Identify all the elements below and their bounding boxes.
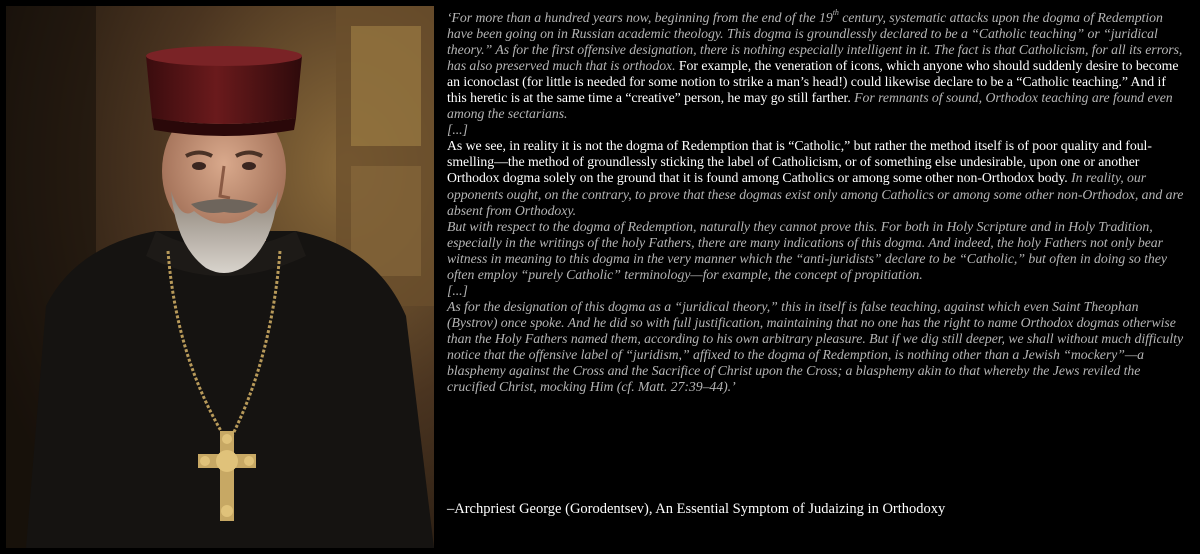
- quote-paragraph-3: But with respect to the dogma of Redemption, naturally they cannot prove this. For both in Holy Scripture and in Holy Tradition, especially in the writings of the holy Fathers, there are many indications of this dogma. And indeed, the holy Fathers not only bear witness in meaning to this dogma in the very manner which the “anti-juridists” declare to be “Catholic,” but often in doing so they often employ “purely Catholic” terminology—for example, the concept of propitiation.: [447, 218, 1167, 282]
- attribution: –Archpriest George (Gorodentsev), An Essential Symptom of Judaizing in Orthodoxy: [447, 501, 946, 517]
- quote-block: [447, 10, 1185, 395]
- ellipsis-marker: [...]: [447, 122, 468, 138]
- quote-text-italic: For remnants of sound, Orthodox teaching are found even among the sectarians.: [447, 90, 1173, 122]
- quote-text-italic: century, systematic attacks upon the dogma of Redemption have been going on in Russian academic theology. This dogma is groundlessly declared to be a “Catholic teaching” or “juridical theory.” As for the first offensive designation, there is nothing especially intelligent in it. The fact is that Catholicism, for all its errors, has also preserved much that is orthodox.: [447, 10, 1183, 74]
- icon-panel: [351, 26, 421, 146]
- priest-photo: [6, 6, 434, 548]
- kamilavka: [146, 56, 302, 124]
- priest-illustration: [6, 6, 434, 548]
- quote-text-roman: For example, the veneration of icons, which anyone who should suddenly desire to become an iconoclast (for little is needed for some notion to strike a man’s head!) could likewise declare to be a “Catholic teaching.” And if this heretic is at the same time a “creative” person, he may go still farther.: [447, 58, 1179, 106]
- quote-text-roman: As we see, in reality it is not the dogma of Redemption that is “Catholic,” but rather the method itself is of poor quality and foul-smelling—the method of groundlessly sticking the label of Catholicism, or of something else undesirable, upon one or another Orthodox dogma solely on the ground that it is found among Catholics or among some other non-Orthodox body.: [447, 138, 1152, 186]
- left-eye: [192, 162, 206, 170]
- ordinal-suffix: th: [832, 8, 839, 18]
- quote-paragraph-4: As for the designation of this dogma as a “juridical theory,” this in itself is false teaching, against which even Saint Theophan (Bystrov) once spoke. And he did so with full justification, maintaining that no one has the right to name Orthodox dogmas otherwise than the Holy Fathers named them, according to his own arbitrary pleasure. But if we dig still deeper, we shall without much difficulty notice that the offensive label of “juridism,” affixed to the dogma of Redemption, is nothing other than a Jewish “mockery”—a blasphemy against the Cross and the Sacrifice of Christ upon the Cross; a blasphemy akin to that whereby the Jews reviled the crucified Christ, mocking Him (cf. Matt. 27:39–44).’: [447, 298, 1184, 395]
- quote-text-italic: ‘For more than a hundred years now, beginning from the end of the 19: [447, 10, 833, 25]
- kamilavka-top: [146, 46, 302, 66]
- right-eye: [242, 162, 256, 170]
- ellipsis-marker: [...]: [447, 282, 468, 298]
- quote-text-italic: In reality, our opponents ought, on the contrary, to prove that these dogmas exist only among Catholics or among some other non-Orthodox, and are absent from Orthodoxy.: [447, 170, 1184, 218]
- quote-paragraph-2: [447, 138, 1185, 218]
- quote-paragraph-1: [447, 10, 1185, 122]
